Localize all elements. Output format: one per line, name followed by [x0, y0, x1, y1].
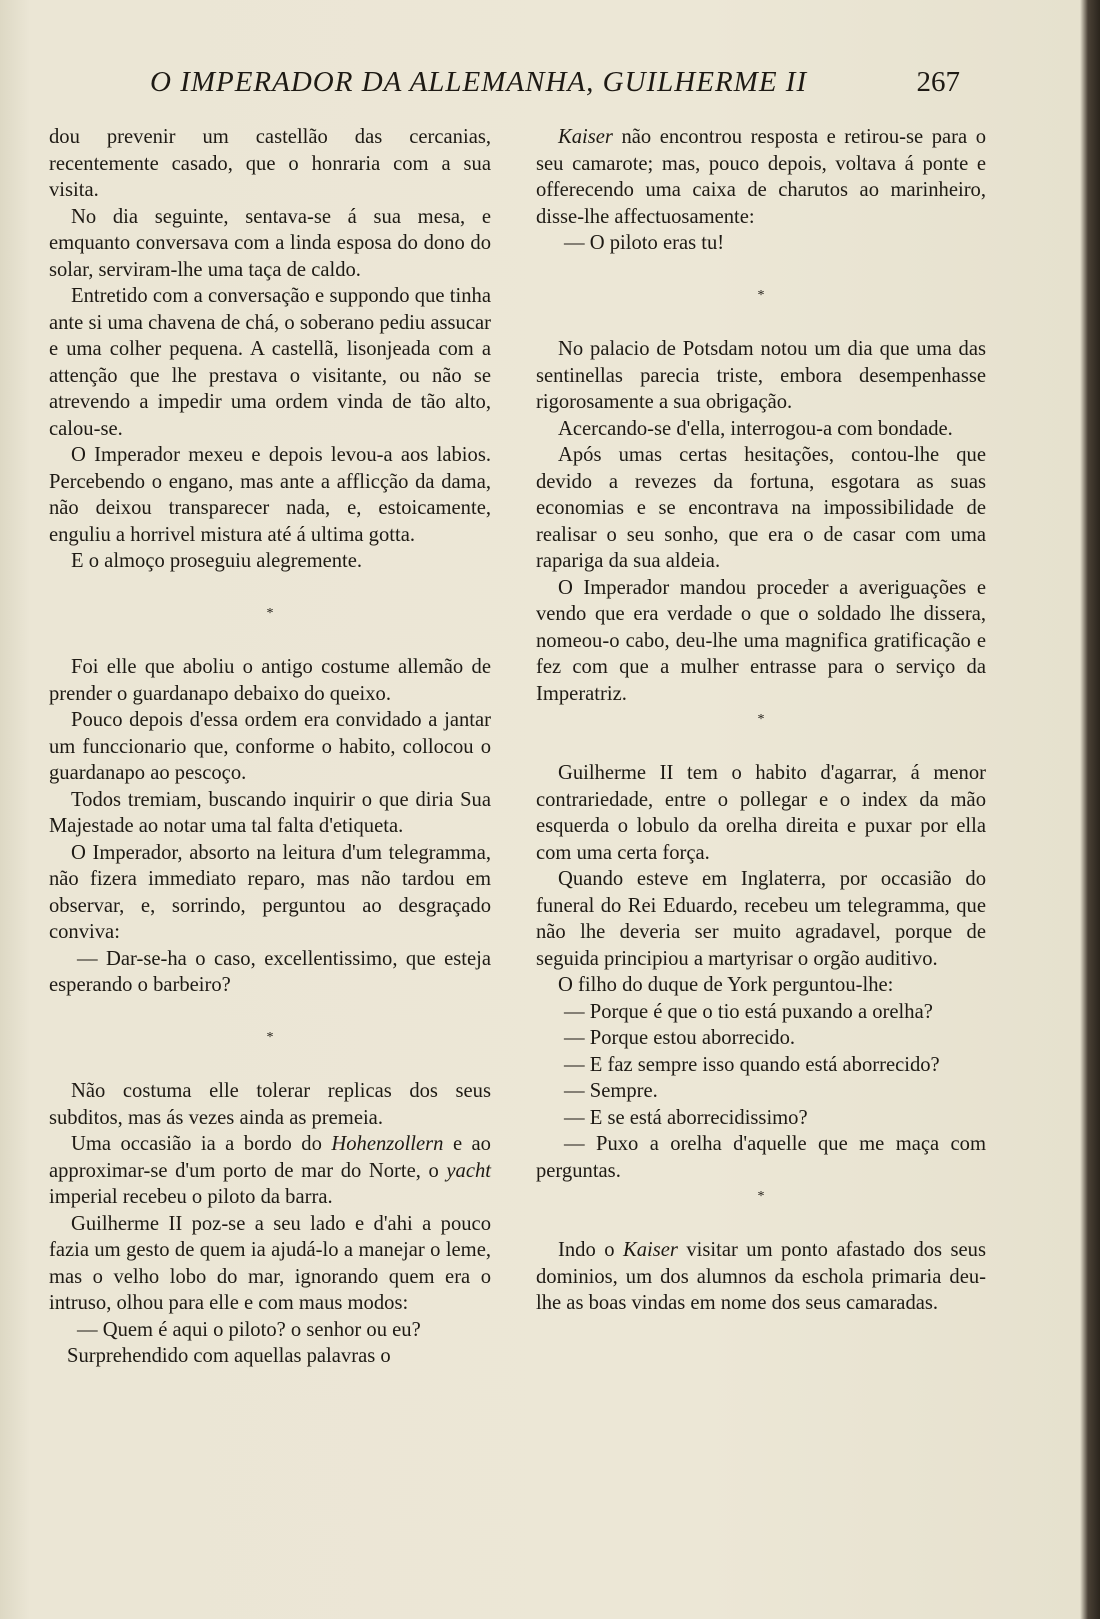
text-run: não encontrou resposta e retirou-se para o seu camarote; mas, pouco depois, voltava á ponte e offerecendo uma caixa de charutos ao marinheiro, disse-lhe affectuosamente:: [536, 126, 986, 228]
text-run: visitar um ponto afastado dos seus dominios, um dos alumnos da eschola primaria deu-lhe as boas vindas em nome dos seus camaradas.: [536, 1239, 986, 1314]
spacer: [536, 734, 986, 761]
running-title: O IMPERADOR DA ALLEMANHA, GUILHERME II: [150, 66, 808, 98]
spacer: [536, 257, 986, 284]
text-run: imperial recebeu o piloto da barra.: [49, 1186, 333, 1208]
text-run: e ao approximar-se d'um porto de mar do Norte, o: [49, 1133, 491, 1182]
paragraph: [536, 124, 986, 230]
italic-word: yacht: [446, 1159, 491, 1182]
paragraph: E o almoço proseguiu alegremente.: [71, 550, 363, 572]
dialog-line: — Puxo a orelha d'aquelle que me maça com perguntas.: [536, 1133, 986, 1182]
spacer: [49, 1052, 491, 1079]
dialog-line: — Porque é que o tio está puxando a orelha?: [564, 1000, 933, 1023]
paragraph: Entretido com a conversação e suppondo que tinha ante si uma chavena de chá, o soberano pediu assucar e uma colher pequena. A castellã, lisonjeada com a attenção que lhe prestava o visitante, ou não se atrevendo a impedir uma ordem vinda de tão alto, calou-se.: [49, 285, 491, 440]
paragraph: Após umas certas hesitações, contou-lhe que devido a revezes da fortuna, esgotara as suas economias e se encontrava na impossibilidade de realisar o seu sonho, que era o de casar com uma rapariga da sua aldeia.: [536, 444, 986, 572]
spacer: [49, 628, 491, 655]
ship-name: Hohenzollern: [331, 1133, 444, 1155]
section-separator: *: [266, 606, 274, 621]
section-separator: *: [757, 712, 765, 727]
paragraph: [536, 1237, 986, 1317]
page-number: 267: [916, 66, 960, 98]
paragraph: Pouco depois d'essa ordem era convidado a jantar um funccionario que, conforme o habito, collocou o guardanapo ao pescoço.: [49, 709, 491, 784]
paragraph: Foi elle que aboliu o antigo costume allemão de prender o guardanapo debaixo do queixo.: [49, 656, 491, 705]
left-column: [49, 124, 491, 1370]
right-column: [536, 124, 986, 1317]
paragraph: Guilherme II tem o habito d'agarrar, á menor contrariedade, entre o pollegar e o index da mão esquerda o lobulo da orelha direita e puxar por ella com uma certa força.: [536, 762, 986, 864]
section-separator: *: [757, 1189, 765, 1204]
paragraph: Guilherme II poz-se a seu lado e d'ahi a pouco fazia um gesto de quem ia ajudá-lo a manejar o leme, mas o velho lobo do mar, ignorando quem era o intruso, olhou para elle e com maus modos:: [49, 1212, 491, 1314]
dialog-line: — E se está aborrecidissimo?: [564, 1106, 808, 1129]
paragraph: No dia seguinte, sentava-se á sua mesa, e emquanto conversava com a linda esposa do dono do solar, serviram-lhe uma taça de caldo.: [49, 205, 491, 281]
dialog-line: — E faz sempre isso quando está aborrecido?: [564, 1053, 940, 1076]
dialog-line: — Dar-se-ha o caso, excellentissimo, que esteja esperando o barbeiro?: [49, 947, 491, 996]
paragraph: Acercando-se d'ella, interrogou-a com bondade.: [558, 417, 953, 440]
section-separator: *: [757, 288, 765, 303]
text-run: Indo o: [558, 1239, 615, 1261]
paragraph: Não costuma elle tolerar replicas dos seus subditos, mas ás vezes ainda as premeia.: [49, 1080, 491, 1129]
paragraph: No palacio de Potsdam notou um dia que uma das sentinellas parecia triste, embora desempenhasse rigorosamente a sua obrigação.: [536, 338, 986, 413]
spacer: [49, 999, 491, 1026]
paragraph: O Imperador, absorto na leitura d'um telegramma, não fizera immediato reparo, mas não tardou em observar, e, sorrindo, perguntou ao desgraçado conviva:: [49, 841, 491, 943]
text-run: Uma occasião ia a bordo do: [71, 1133, 322, 1155]
paragraph: O filho do duque de York perguntou-lhe:: [558, 974, 894, 996]
dialog-line: — Sempre.: [564, 1080, 658, 1102]
paragraph: [49, 1131, 491, 1211]
dialog-line: — O piloto eras tu!: [564, 232, 725, 254]
running-header: [150, 66, 960, 106]
paragraph: Todos tremiam, buscando inquirir o que diria Sua Majestade ao notar uma tal falta d'etiqueta.: [49, 788, 491, 837]
paragraph: Surprehendido com aquellas palavras o: [67, 1345, 391, 1367]
italic-word: Kaiser: [622, 1239, 678, 1261]
spacer: [536, 310, 986, 337]
spacer: [49, 575, 491, 602]
italic-word: Kaiser: [558, 126, 613, 148]
paragraph: O Imperador mandou proceder a averiguações e vendo que era verdade o que o soldado lhe dissera, nomeou-o cabo, deu-lhe uma magnifica gratificação e fez com que a mulher entrasse para o serviço da Imperatriz.: [536, 576, 986, 705]
paragraph: dou prevenir um castellão das cercanias, recentemente casado, que o honraria com a sua visita.: [49, 126, 491, 201]
dialog-line: — Quem é aqui o piloto? o senhor ou eu?: [77, 1318, 421, 1341]
paragraph: O Imperador mexeu e depois levou-a aos labios. Percebendo o engano, mas ante a afflicção da dama, não deixou transparecer nada, e, estoicamente, enguliu a horrivel mistura até á ultima gotta.: [49, 444, 491, 546]
spacer: [536, 1211, 986, 1238]
section-separator: *: [266, 1030, 274, 1045]
dialog-line: — Porque estou aborrecido.: [564, 1027, 796, 1049]
paragraph: Quando esteve em Inglaterra, por occasião do funeral do Rei Eduardo, recebeu um telegramma, que não lhe deveria ser muito agradavel, porque de seguida principiou a martyrisar o orgão auditivo.: [536, 868, 986, 970]
